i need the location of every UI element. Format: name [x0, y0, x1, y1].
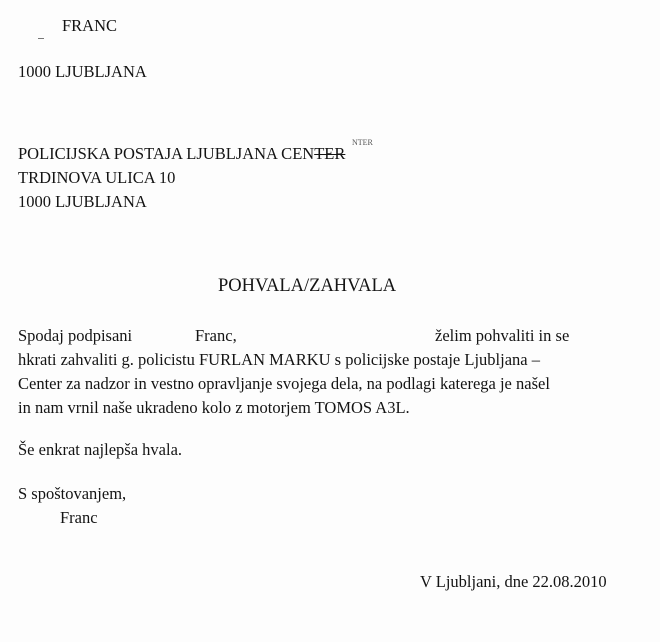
body-line-2: hkrati zahvaliti g. policistu FURLAN MARKU s policijske postaje Ljubljana – [18, 350, 540, 369]
body-line-3: Center za nadzor in vestno opravljanje svojega dela, na podlagi katerega je našel [18, 374, 550, 393]
sender-name: FRANC [62, 16, 118, 35]
recipient-line-1 [18, 142, 345, 166]
letter-title: POHVALA/ZAHVALA [218, 276, 397, 296]
body-line-4: in nam vrnil naše ukradeno kolo z motorjem TOMOS A3L. [18, 398, 410, 417]
body-line-1-name: Franc, [195, 326, 237, 345]
recipient-postal: 1000 LJUBLJANA [18, 192, 147, 211]
recipient-name: POLICIJSKA POSTAJA LJUBLJANA CEN [18, 144, 315, 163]
recipient-street: TRDINOVA ULICA 10 [18, 168, 176, 187]
closing-greeting: S spoštovanjem, [18, 484, 127, 503]
closing-signature: Franc [60, 508, 98, 527]
recipient-struck-text: TER [314, 144, 346, 163]
body-line-1-start: Spodaj podpisani [18, 326, 133, 345]
body-line-1-end: želim pohvaliti in se [435, 326, 570, 345]
scan-mark [38, 38, 44, 39]
recipient-overwrite: NTER [352, 138, 373, 147]
place-date: V Ljubljani, dne 22.08.2010 [420, 572, 607, 591]
thanks-line: Še enkrat najlepša hvala. [18, 440, 183, 459]
sender-postal: 1000 LJUBLJANA [18, 62, 147, 81]
